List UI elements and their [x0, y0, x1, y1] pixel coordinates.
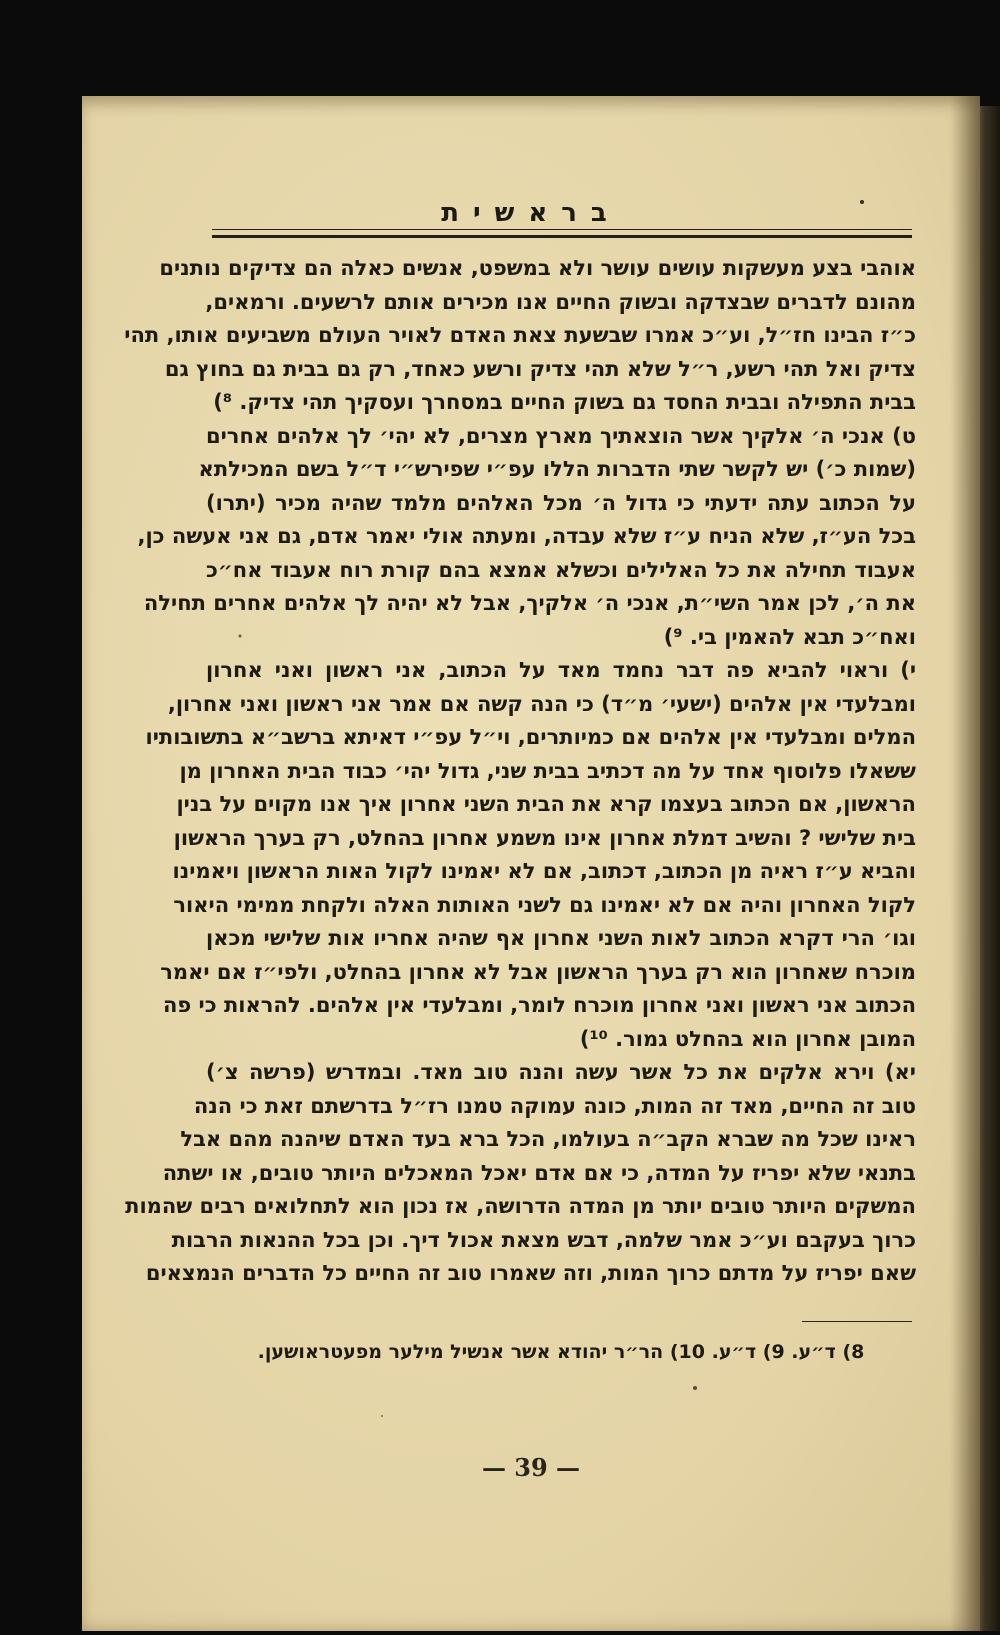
text-line: המובן אחרון הוא בהחלט גמור. ¹⁰): [579, 1026, 916, 1051]
running-head: בראשית: [441, 198, 621, 228]
main-text: [124, 252, 916, 1291]
footnotes: 8) ד״ע. 9) ד״ע. 10) הר״ר יהודא אשר אנשיל מילער מפעטראושען.: [257, 1341, 865, 1363]
text-line: (שמות כ׳) יש לקשר שתי הדברות הללו עפ״י שפירש״י ד״ל בשם המכילתא: [198, 457, 916, 481]
text-line: כ״ז הבינו חז״ל, וע״כ אמרו שבשעת צאת האדם לאויר העולם משביעים אותו, תהי: [124, 323, 916, 347]
text-line: על הכתוב עתה ידעתי כי גדול ה׳ מכל האלהים מלמד שהיה מכיר (יתרו): [206, 490, 916, 515]
footnote-rule: [802, 1321, 912, 1322]
text-line: ואח״כ תבא להאמין בי. ⁹): [663, 624, 916, 649]
text-line: והביא ע״ז ראיה מן הכתוב, דכתוב, אם לא יאמינו לקול האות הראשון ויאמינו: [172, 859, 916, 883]
text-line: את ה׳, לכן אמר השי״ת, אנכי ה׳ אלקיך, אבל לא יהיה לך אלהים אחרים תחילה: [143, 591, 916, 615]
text-line: וגו׳ הרי דקרא הכתוב לאות השני אחרון אף שהיה אחריו אות שלישי מכאן: [206, 926, 916, 950]
spine-shadow: [950, 96, 980, 1631]
header-rule-thin: [212, 229, 912, 230]
text-line: בכל הע״ז, שלא הניח ע״ז שלא עבדה, ומעתה אולי יאמר אדם, גם אני אעשה כן,: [137, 524, 916, 548]
text-line: המשקים היותר טובים יותר מן המדה הדרושה, אז נכון הוא לתחלואים רבים שהמות: [125, 1194, 916, 1218]
text-line: בתנאי שלא יפריז על המדה, כי אם אדם יאכל המאכלים היותר טובים, או ישתה: [162, 1160, 916, 1185]
text-line: ט) אנכי ה׳ אלקיך אשר הוצאתיך מארץ מצרים, לא יהי׳ לך אלהים אחרים: [206, 423, 916, 448]
text-line: בית שלישי ? והשיב דמלת אחרון אינו משמע אחרון בהחלט, רק בערך הראשון: [173, 825, 916, 850]
text-line: הראשון, אם הכתוב בעצמו קרא את הבית השני אחרון איך אנו מקוים על בנין: [176, 792, 916, 816]
text-line: ששאלו פלוסוף אחד על מה דכתיב בבית שני, גדול יהי׳ כבוד הבית האחרון מן: [179, 758, 916, 783]
text-line: מוכרח שאחרון הוא רק בערך הראשון אבל לא אחרון בהחלט, ולפי״ז אם יאמר: [160, 959, 916, 984]
text-line: אעבוד תחילה את כל האלילים וכשלא אמצא בהם קורת רוח אעבוד אח״כ: [206, 557, 916, 582]
text-line: טוב זה החיים, מאד זה המות, כונה עמוקה טמנו רז״ל בדרשתם זאת כי הנה: [193, 1093, 916, 1118]
text-line: אוהבי בצע מעשקות עושים עושר ולא במשפט, אנשים כאלה הם צדיקים נותנים: [159, 256, 916, 280]
text-line: בבית התפילה ובבית החסד גם בשוק החיים במסחרך ועסקיך תהי צדיק. ⁸): [213, 390, 916, 414]
text-line: ראינו שכל מה שברא הקב״ה בעולמו, הכל ברא בעד האדם שיהנה מהם אבל: [180, 1127, 916, 1151]
text-line: מהונם לדברים שבצדקה ובשוק החיים אנו מכירים אותם לרשעים. ורמאים,: [205, 289, 916, 314]
text-line: שאם יפריז על מדתם כרוך המות, וזה שאמרו טוב זה החיים כל הדברים הנמצאים: [145, 1261, 916, 1285]
text-line: המלים ומבלעדי אין אלהים אם כמיותרים, וי״ל עפ״י דאיתא ברשב״א בתשובותיו: [145, 725, 916, 749]
header-rule-thick: [212, 235, 912, 238]
text-line: י) וראוי להביא פה דבר נחמד מאד על הכתוב, אני ראשון ואני אחרון: [206, 658, 916, 682]
page-number: — 39 —: [481, 1453, 581, 1482]
book-page: [82, 96, 980, 1631]
text-line: צדיק ואל תהי רשע, ר״ל שלא תהי צדיק ורשע כאחד, רק גם בבית גם בחוץ גם: [164, 356, 916, 381]
text-line: לקול האחרון והיה אם לא יאמינו גם לשני האותות האלה ולקחת ממימי היאור: [173, 892, 916, 917]
text-line: כרוך בעקבם וע״כ אמר שלמה, דבש מצאת אכול דיך. וכן בכל ההנאות הרבות: [171, 1227, 916, 1252]
text-line: ומבלעדי אין אלהים (ישעי׳ מ״ד) כי הנה קשה אם אמר אני ראשון ואני אחרון,: [167, 691, 916, 716]
text-line: יא) וירא אלקים את כל אשר עשה והנה טוב מאד. ובמדרש (פרשה צ׳): [206, 1060, 916, 1084]
text-line: הכתוב אני ראשון ואני אחרון מוכרח לומר, ומבלעדי אין אלהים. להראות כי פה: [163, 993, 916, 1017]
